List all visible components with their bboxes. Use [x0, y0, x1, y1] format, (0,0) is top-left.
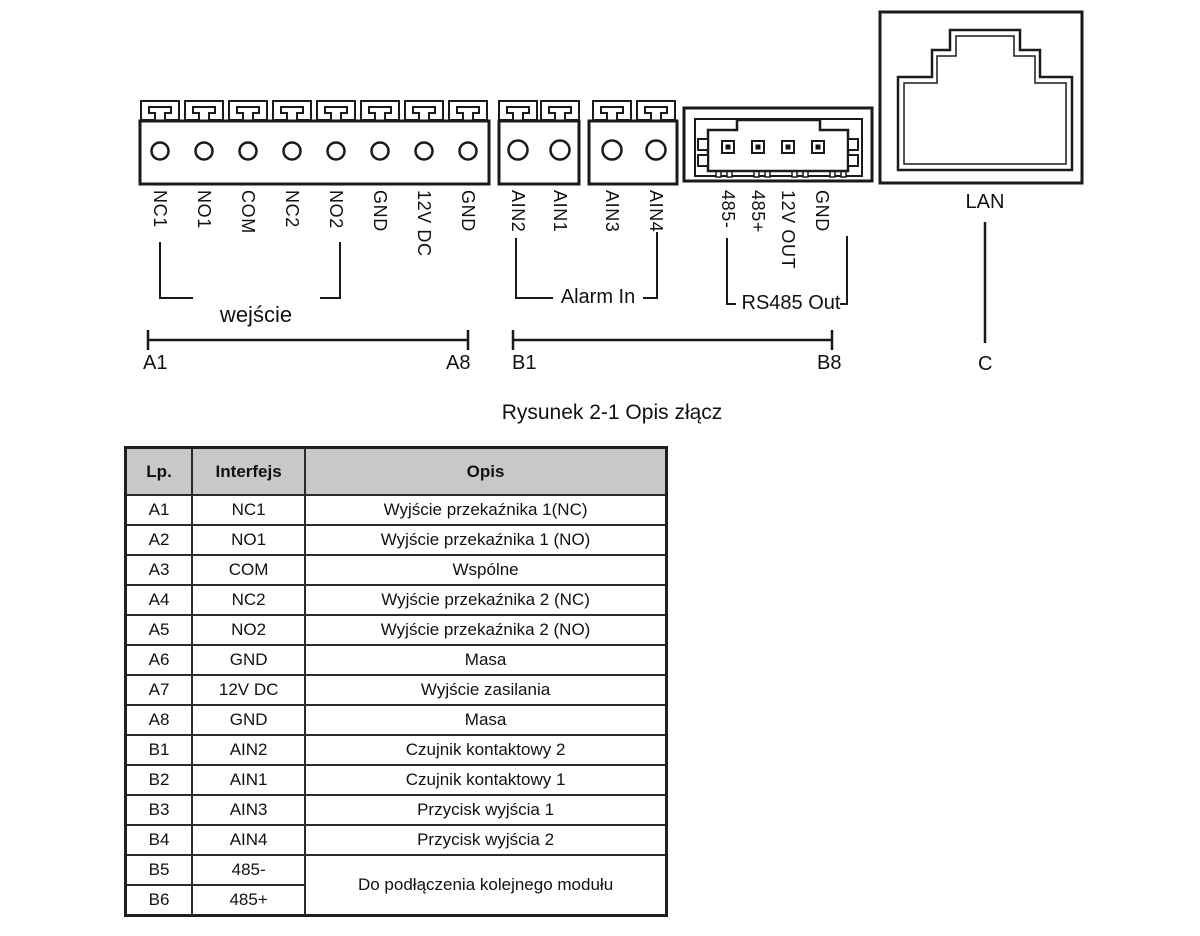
cell-interfejs: NC1 [192, 495, 305, 525]
cell-lp: B1 [126, 735, 193, 765]
table-row [126, 645, 667, 675]
header-interfejs: Interfejs [192, 448, 305, 496]
span-line-b [513, 330, 832, 350]
cell-opis: Czujnik kontaktowy 1 [305, 765, 666, 795]
rs485-connector [684, 108, 872, 181]
cell-interfejs: 485- [192, 855, 305, 885]
pin-label-gnd-a8: GND [458, 190, 478, 232]
cell-lp: A5 [126, 615, 193, 645]
cell-lp: A3 [126, 555, 193, 585]
rs485-pin-cores [726, 145, 821, 150]
group-label-alarm-in: Alarm In [560, 286, 636, 308]
cell-lp: A7 [126, 675, 193, 705]
cell-interfejs: NO1 [192, 525, 305, 555]
pin-label-ain3: AIN3 [602, 190, 622, 233]
cell-lp: A6 [126, 645, 193, 675]
cell-opis: Przycisk wyjścia 2 [305, 825, 666, 855]
table-row [126, 525, 667, 555]
cell-lp: B6 [126, 885, 193, 916]
header-opis: Opis [305, 448, 666, 496]
pin-label-nc2: NC2 [282, 190, 302, 228]
table-row [126, 615, 667, 645]
pin-label-gnd-a6: GND [370, 190, 390, 232]
span-line-a [148, 330, 468, 350]
pin-label-485-plus: 485+ [748, 190, 768, 233]
table-row [126, 555, 667, 585]
lan-port-rj45 [880, 12, 1082, 183]
cell-lp: B3 [126, 795, 193, 825]
marker-a8: A8 [446, 352, 471, 374]
cell-interfejs: COM [192, 555, 305, 585]
cell-opis: Wyjście przekaźnika 1(NC) [305, 495, 666, 525]
cell-opis: Wyjście przekaźnika 2 (NO) [305, 615, 666, 645]
cell-opis: Masa [305, 645, 666, 675]
pin-label-ain1: AIN1 [550, 190, 570, 233]
cell-opis: Masa [305, 705, 666, 735]
cell-interfejs: GND [192, 705, 305, 735]
pin-label-12v-out: 12V OUT [778, 190, 798, 270]
table-row [126, 735, 667, 765]
table-row [126, 495, 667, 525]
marker-b1: B1 [512, 352, 537, 374]
cell-lp: A1 [126, 495, 193, 525]
header-lp: Lp. [126, 448, 193, 496]
cell-opis: Wyjście zasilania [305, 675, 666, 705]
pin-label-no1: NO1 [194, 190, 214, 229]
table-row [126, 705, 667, 735]
terminal-block-a [140, 101, 489, 184]
cell-lp: A8 [126, 705, 193, 735]
pin-label-nc1: NC1 [150, 190, 170, 228]
table-row [126, 765, 667, 795]
cell-interfejs: 485+ [192, 885, 305, 916]
marker-c: C [978, 353, 993, 375]
cell-opis: Wyjście przekaźnika 2 (NC) [305, 585, 666, 615]
cell-interfejs: AIN3 [192, 795, 305, 825]
pin-label-ain2: AIN2 [508, 190, 528, 233]
marker-b8: B8 [817, 352, 842, 374]
table-row [126, 585, 667, 615]
figure-caption: Rysunek 2-1 Opis złącz [501, 401, 723, 424]
pin-label-com: COM [238, 190, 258, 234]
cell-lp: B4 [126, 825, 193, 855]
cell-lp: A2 [126, 525, 193, 555]
cell-lp: B2 [126, 765, 193, 795]
table-header-row [126, 448, 667, 496]
cell-interfejs: AIN2 [192, 735, 305, 765]
terminal-block-b2 [589, 101, 677, 184]
cell-interfejs: AIN1 [192, 765, 305, 795]
connector-description-table [124, 446, 668, 917]
table-row [126, 855, 667, 885]
pin-label-12vdc: 12V DC [414, 190, 434, 257]
rs485-side-wings [698, 139, 858, 166]
cell-opis: Przycisk wyjścia 1 [305, 795, 666, 825]
connector-diagram [0, 0, 1200, 400]
table-row [126, 825, 667, 855]
group-label-rs485-out: RS485 Out [741, 292, 841, 314]
cell-interfejs: AIN4 [192, 825, 305, 855]
table-row [126, 795, 667, 825]
pin-label-gnd-rs485: GND [812, 190, 832, 232]
pin-label-no2: NO2 [326, 190, 346, 229]
table-row [126, 675, 667, 705]
rs485-pins [722, 141, 824, 153]
pin-label-485-minus: 485- [718, 190, 738, 229]
group-label-lan: LAN [965, 191, 1005, 213]
pin-label-ain4: AIN4 [646, 190, 666, 233]
cell-lp: A4 [126, 585, 193, 615]
cell-opis: Wyjście przekaźnika 1 (NO) [305, 525, 666, 555]
cell-opis: Wspólne [305, 555, 666, 585]
cell-interfejs: NC2 [192, 585, 305, 615]
group-label-wejscie: wejście [219, 302, 293, 327]
terminal-block-b1 [499, 101, 579, 184]
cell-opis: Do podłączenia kolejnego modułu [305, 855, 666, 916]
cell-interfejs: GND [192, 645, 305, 675]
bracket-wejscie [160, 242, 340, 298]
screw-holes-a [152, 143, 477, 160]
rs485-pin-legs [716, 170, 846, 177]
cell-interfejs: NO2 [192, 615, 305, 645]
cell-interfejs: 12V DC [192, 675, 305, 705]
cell-opis: Czujnik kontaktowy 2 [305, 735, 666, 765]
marker-a1: A1 [143, 352, 168, 374]
cell-lp: B5 [126, 855, 193, 885]
